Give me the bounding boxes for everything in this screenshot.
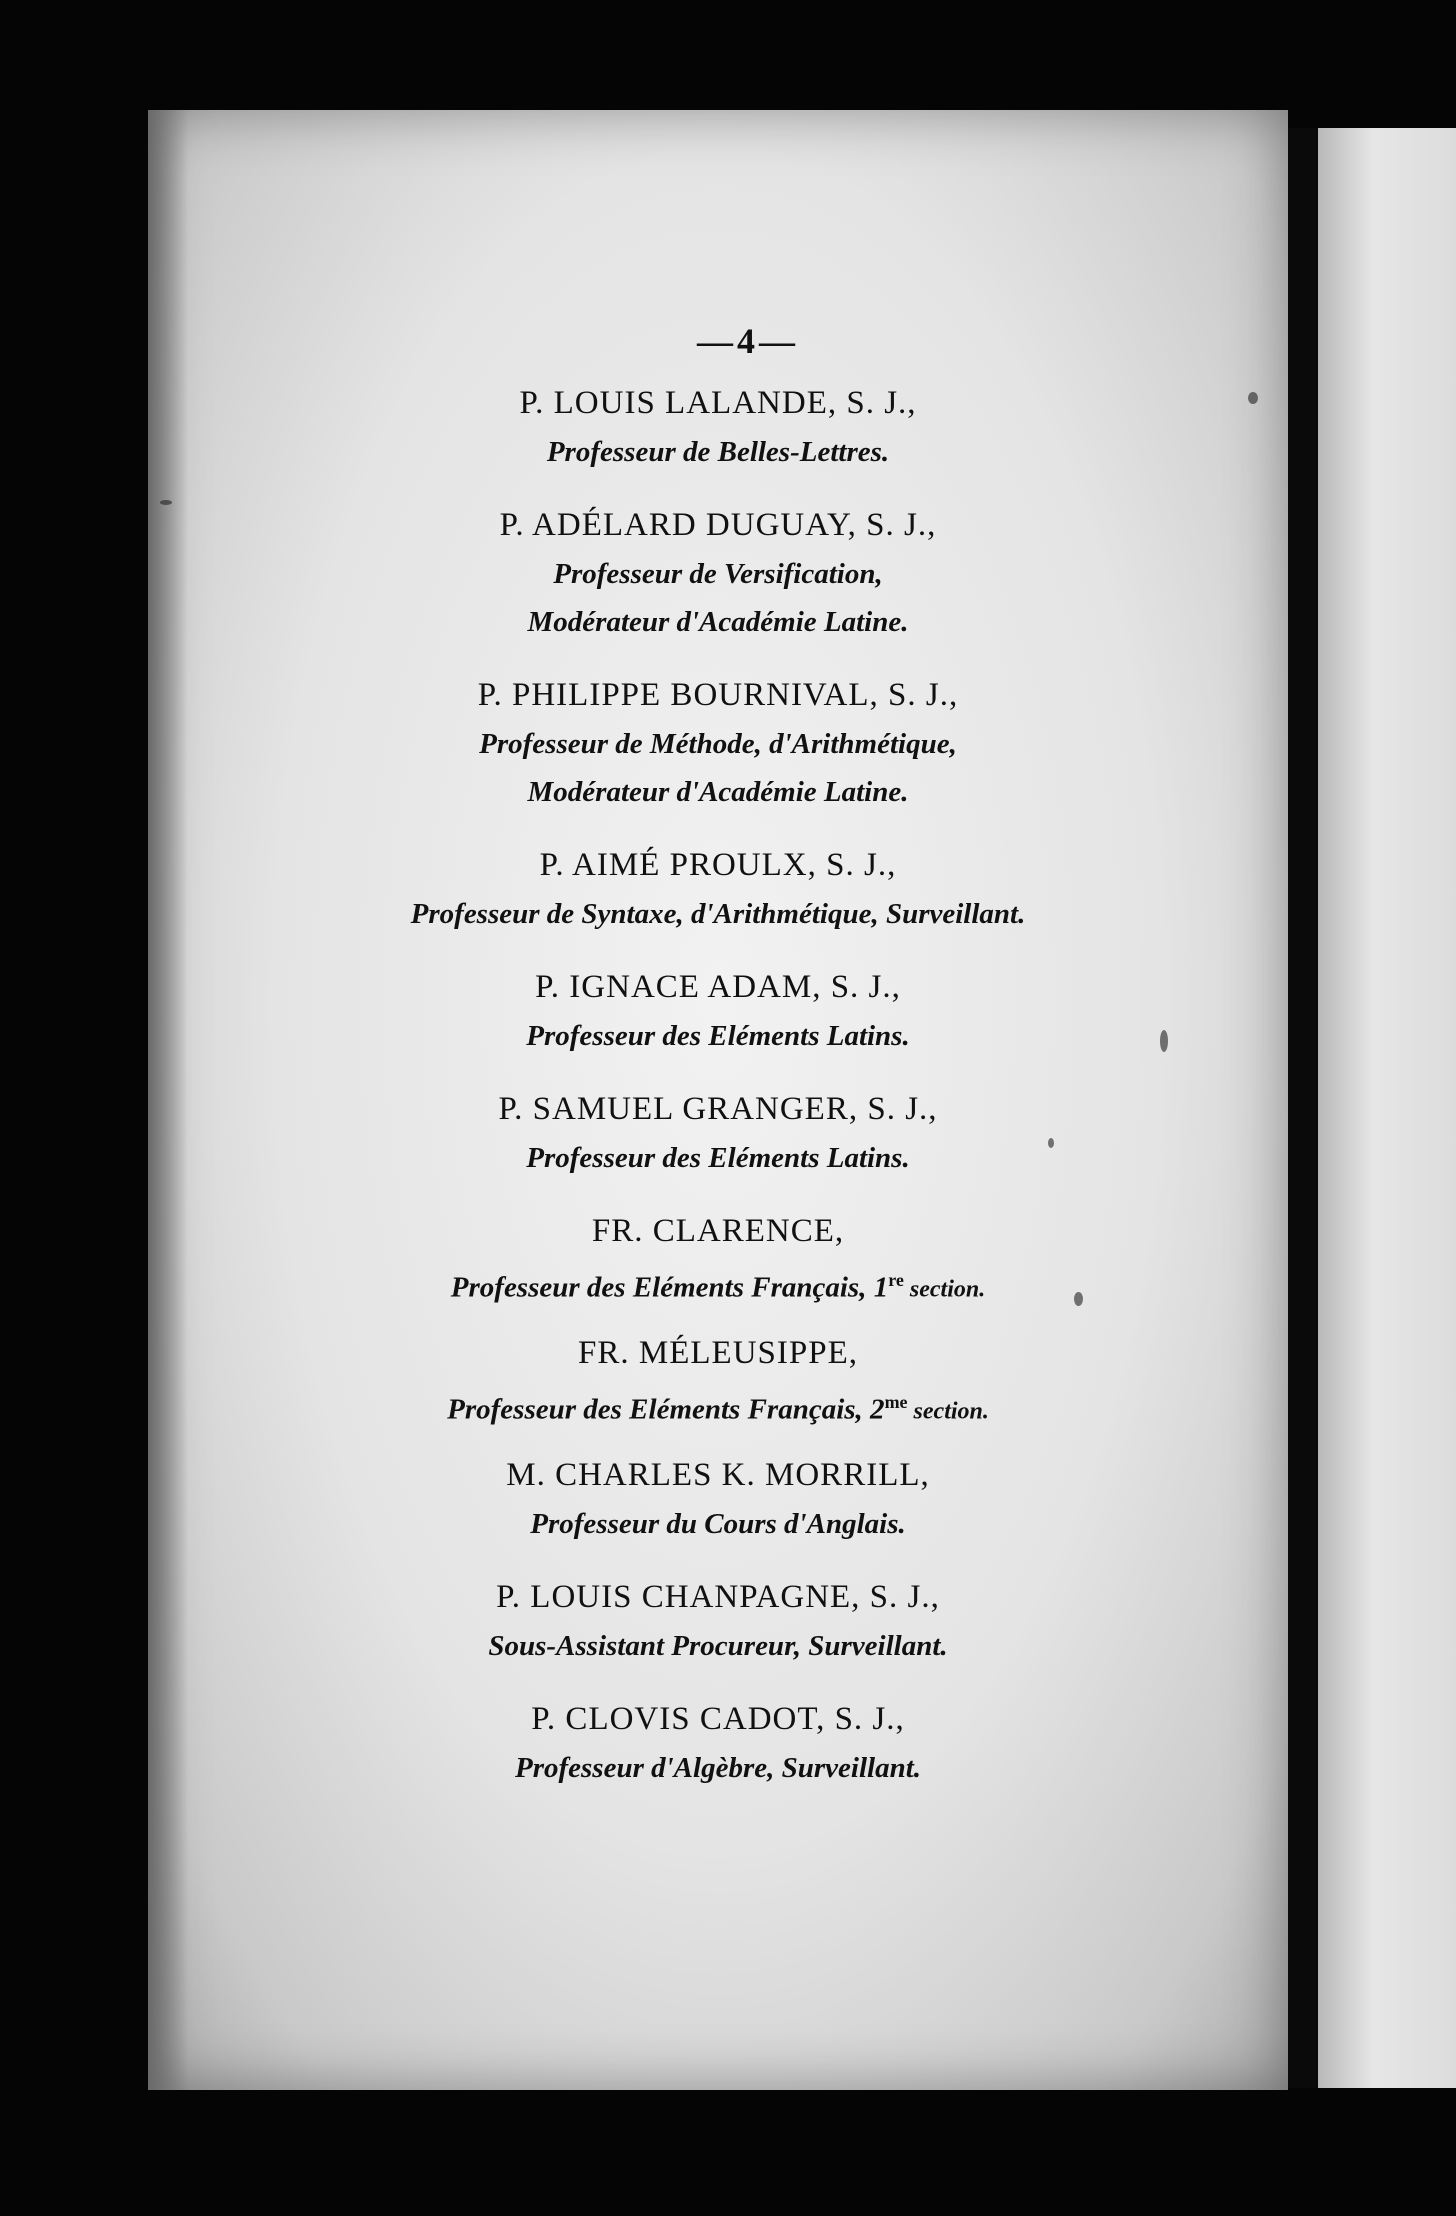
staff-entry <box>148 1206 1288 1304</box>
staff-role: Professeur de Méthode, d'Arithmétique, <box>479 728 957 760</box>
book-gutter <box>1288 128 1318 2088</box>
staff-role-text: Professeur des Eléments Français, 1 <box>450 1271 889 1304</box>
ordinal-suffix: re <box>888 1270 904 1290</box>
staff-entry <box>148 1572 1288 1670</box>
staff-role: Professeur de Versification, <box>553 558 883 590</box>
staff-role: Professeur des Eléments Latins. <box>526 1020 910 1052</box>
staff-name: FR. MÉLEUSIPPE, <box>578 1335 858 1371</box>
staff-entry <box>148 1328 1288 1426</box>
staff-name: P. SAMUEL GRANGER, S. J., <box>498 1091 938 1127</box>
staff-role: Professeur des Eléments Latins. <box>526 1142 910 1174</box>
staff-role: Professeur de Belles-Lettres. <box>546 436 890 468</box>
staff-role: Modérateur d'Académie Latine. <box>527 776 909 808</box>
staff-name: P. ADÉLARD DUGUAY, S. J., <box>499 507 937 543</box>
facing-page-edge <box>1318 128 1456 2088</box>
staff-entry <box>148 670 1288 816</box>
staff-name: P. CLOVIS CADOT, S. J., <box>531 1701 905 1737</box>
staff-entry <box>148 962 1288 1060</box>
staff-role-tail: section. <box>907 1398 989 1425</box>
ordinal-suffix: me <box>884 1392 908 1412</box>
staff-name: P. AIMÉ PROULX, S. J., <box>539 847 897 883</box>
staff-name: P. LOUIS LALANDE, S. J., <box>519 385 917 421</box>
staff-role-tail: section. <box>903 1276 986 1303</box>
staff-entry <box>148 1084 1288 1182</box>
staff-role <box>148 1378 1288 1426</box>
staff-name: M. CHARLES K. MORRILL, <box>506 1457 930 1493</box>
page-content <box>148 318 1288 1816</box>
staff-entry <box>148 840 1288 938</box>
staff-entry <box>148 378 1288 476</box>
staff-name: P. PHILIPPE BOURNIVAL, S. J., <box>477 677 959 713</box>
staff-entry <box>148 1450 1288 1548</box>
staff-name: FR. CLARENCE, <box>591 1213 845 1249</box>
staff-entry <box>148 1694 1288 1792</box>
staff-name: P. LOUIS CHANPAGNE, S. J., <box>496 1579 940 1615</box>
staff-role: Professeur du Cours d'Anglais. <box>530 1508 906 1540</box>
staff-name: P. IGNACE ADAM, S. J., <box>535 969 901 1005</box>
staff-role <box>148 1256 1288 1304</box>
staff-role-text: Professeur des Eléments Français, 2 <box>447 1393 885 1426</box>
staff-role: Professeur de Syntaxe, d'Arithmétique, Surveillant. <box>410 898 1026 930</box>
staff-role: Sous-Assistant Procureur, Surveillant. <box>488 1630 948 1662</box>
staff-role: Professeur d'Algèbre, Surveillant. <box>514 1752 921 1784</box>
staff-role: Modérateur d'Académie Latine. <box>527 606 909 638</box>
staff-entry <box>148 500 1288 646</box>
page-number: —4— <box>697 321 799 361</box>
